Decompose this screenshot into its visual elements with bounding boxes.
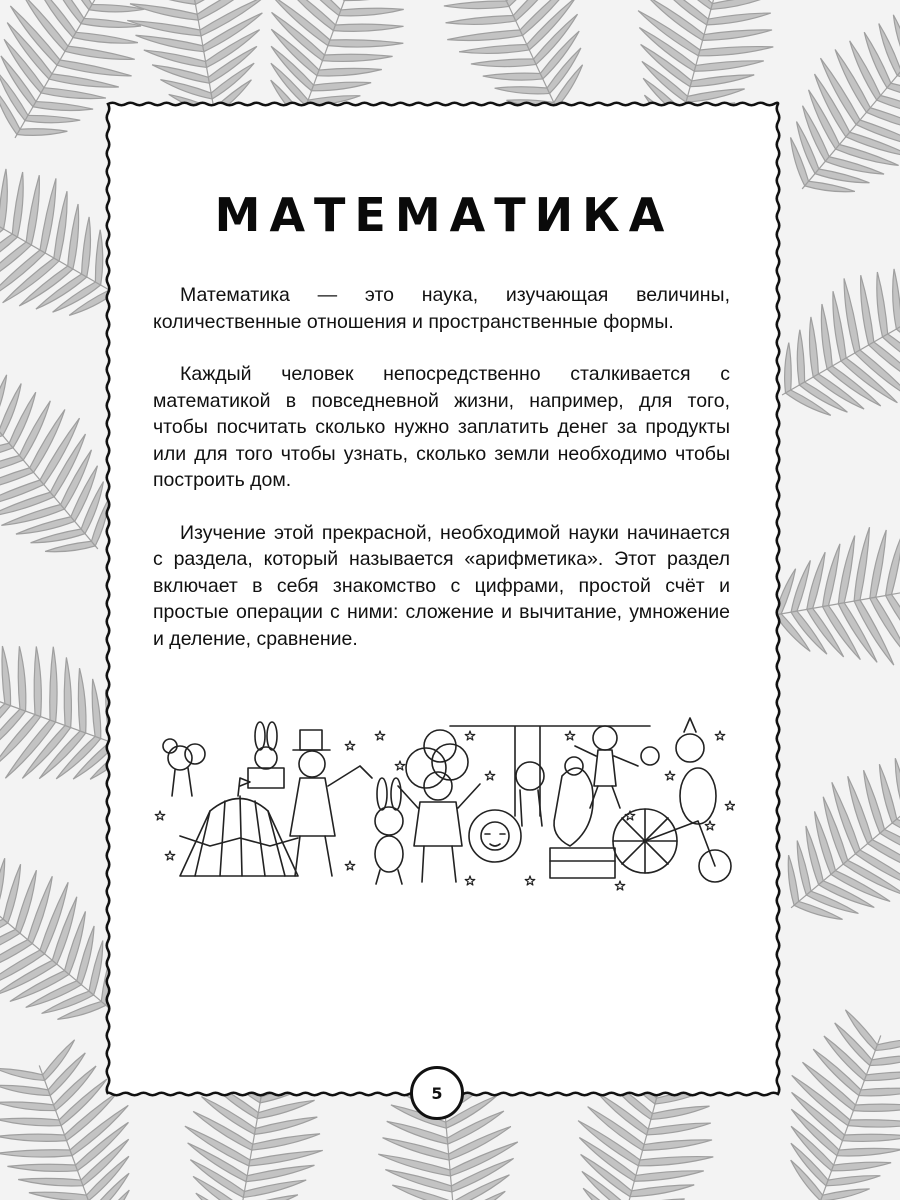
paragraph-arithmetic: Изучение этой прекрасной, необходимой науки начинается с раздела, который называется «арифметика». Этот раздел включает в себя знакомство с цифрами, простой счёт и простые операции с ними: сложение и вычитание, умножение и деление, сравнение. [153,521,730,650]
bunny-icon [375,778,403,884]
paragraph-everyday: Каждый человек непосредственно сталкивается с математикой в повседневной жизни, например, для того, чтобы посчитать сколько нужно заплатить денег за продукты или для того чтобы узнать, сколько земли необходимо чтобы построить дом. [153,363,730,491]
boy-icon [575,726,659,808]
seal-icon [550,757,615,878]
page-number-badge [410,1066,464,1120]
clown-icon [398,730,480,882]
lion-icon [469,810,521,862]
page-title: МАТЕМАТИКА [214,188,674,242]
poodle-icon [163,739,205,796]
bear-bicycle-icon [613,718,731,882]
paragraph-definition: Математика — это наука, изучающая величины, количественные отношения и пространственные формы. [153,284,730,333]
rabbit-icon [248,722,284,788]
circus-tent-icon [180,778,298,876]
trapeze-icon [450,726,650,826]
magician-icon [290,730,372,876]
body-text [153,282,730,678]
circus-illustration [150,716,735,896]
page-number: 5 [431,1083,443,1103]
